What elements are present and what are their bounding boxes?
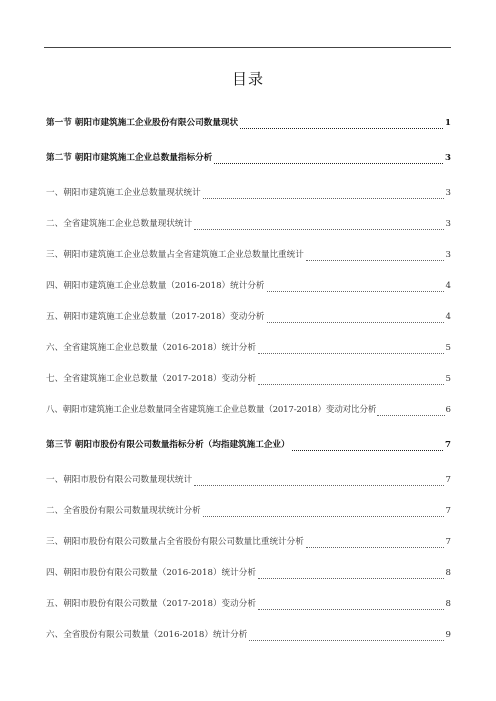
toc-entry-label: 六、全省建筑施工企业总数量（2016-2018）统计分析 xyxy=(46,343,256,353)
toc-entry-page: 8 xyxy=(445,568,451,578)
toc-dot-leader xyxy=(249,631,443,641)
toc-entry-page: 3 xyxy=(445,219,451,229)
toc-dot-leader xyxy=(292,441,443,451)
toc-entry-section-2[interactable] xyxy=(46,150,451,164)
toc-entry-3-2[interactable] xyxy=(46,503,451,517)
toc-entry-3-5[interactable] xyxy=(46,596,451,610)
toc-entry-page: 9 xyxy=(445,630,451,640)
toc-dot-leader xyxy=(203,507,444,517)
toc-entry-3-4[interactable] xyxy=(46,565,451,579)
toc-entry-page: 4 xyxy=(445,281,451,291)
toc-entry-2-3[interactable] xyxy=(46,247,451,261)
toc-entry-2-8[interactable] xyxy=(46,402,451,416)
toc-entry-page: 1 xyxy=(445,118,451,128)
toc-dot-leader xyxy=(258,600,444,610)
toc-dot-leader xyxy=(306,538,444,548)
toc-entry-label: 二、全省建筑施工企业总数量现状统计 xyxy=(46,219,193,229)
toc-entry-label: 四、朝阳市建筑施工企业总数量（2016-2018）统计分析 xyxy=(46,281,265,291)
toc-entry-label: 五、朝阳市建筑施工企业总数量（2017-2018）变动分析 xyxy=(46,312,265,322)
toc-entry-2-2[interactable] xyxy=(46,216,451,230)
toc-entry-2-1[interactable] xyxy=(46,185,451,199)
toc-entry-page: 3 xyxy=(445,188,451,198)
toc-list xyxy=(46,0,451,701)
toc-entry-label: 三、朝阳市建筑施工企业总数量占全省建筑施工企业总数量比重统计 xyxy=(46,250,304,260)
toc-dot-leader xyxy=(306,251,444,261)
toc-dot-leader xyxy=(258,375,444,385)
toc-entry-label: 三、朝阳市股份有限公司数量占全省股份有限公司数量比重统计分析 xyxy=(46,537,304,547)
toc-title: 目录 xyxy=(231,70,264,88)
toc-entry-page: 6 xyxy=(445,405,451,415)
toc-entry-3-3[interactable] xyxy=(46,534,451,548)
toc-entry-3-6[interactable] xyxy=(46,627,451,641)
toc-dot-leader xyxy=(267,282,444,292)
toc-entry-label: 五、朝阳市股份有限公司数量（2017-2018）变动分析 xyxy=(46,599,256,609)
toc-dot-leader xyxy=(194,476,443,486)
toc-entry-page: 7 xyxy=(445,537,451,547)
toc-entry-label: 八、朝阳市建筑施工企业总数量同全省建筑施工企业总数量（2017-2018）变动对比分析 xyxy=(46,405,377,415)
toc-entry-label: 六、全省股份有限公司数量（2016-2018）统计分析 xyxy=(46,630,248,640)
toc-entry-label: 七、全省建筑施工企业总数量（2017-2018）变动分析 xyxy=(46,374,256,384)
toc-dot-leader xyxy=(203,189,444,199)
toc-entry-label: 第一节 朝阳市建筑施工企业股份有限公司数量现状 xyxy=(46,118,239,128)
toc-entry-page: 3 xyxy=(445,250,451,260)
toc-entry-page: 5 xyxy=(445,374,451,384)
toc-dot-leader xyxy=(258,344,444,354)
toc-dot-leader xyxy=(240,119,443,129)
toc-entry-2-5[interactable] xyxy=(46,309,451,323)
toc-entry-label: 一、朝阳市股份有限公司数量现状统计 xyxy=(46,475,193,485)
toc-entry-section-3[interactable] xyxy=(46,437,451,451)
toc-entry-page: 7 xyxy=(445,506,451,516)
toc-entry-page: 7 xyxy=(445,475,451,485)
toc-entry-page: 7 xyxy=(445,440,451,450)
toc-entry-page: 8 xyxy=(445,599,451,609)
toc-entry-page: 5 xyxy=(445,343,451,353)
toc-entry-label: 第二节 朝阳市建筑施工企业总数量指标分析 xyxy=(46,153,213,163)
toc-dot-leader xyxy=(194,220,443,230)
toc-dot-leader xyxy=(377,406,444,416)
toc-entry-3-1[interactable] xyxy=(46,472,451,486)
toc-entry-2-4[interactable] xyxy=(46,278,451,292)
toc-entry-label: 一、朝阳市建筑施工企业总数量现状统计 xyxy=(46,188,201,198)
toc-entry-label: 二、全省股份有限公司数量现状统计分析 xyxy=(46,506,201,516)
toc-entry-2-6[interactable] xyxy=(46,340,451,354)
toc-entry-section-1[interactable] xyxy=(46,115,451,129)
toc-dot-leader xyxy=(258,569,444,579)
toc-entry-label: 第三节 朝阳市股份有限公司数量指标分析（均指建筑施工企业） xyxy=(46,440,290,450)
toc-entry-2-7[interactable] xyxy=(46,371,451,385)
toc-entry-label: 四、朝阳市股份有限公司数量（2016-2018）统计分析 xyxy=(46,568,256,578)
toc-entry-page: 3 xyxy=(445,153,451,163)
toc-entry-page: 4 xyxy=(445,312,451,322)
toc-dot-leader xyxy=(214,154,443,164)
toc-dot-leader xyxy=(267,313,444,323)
